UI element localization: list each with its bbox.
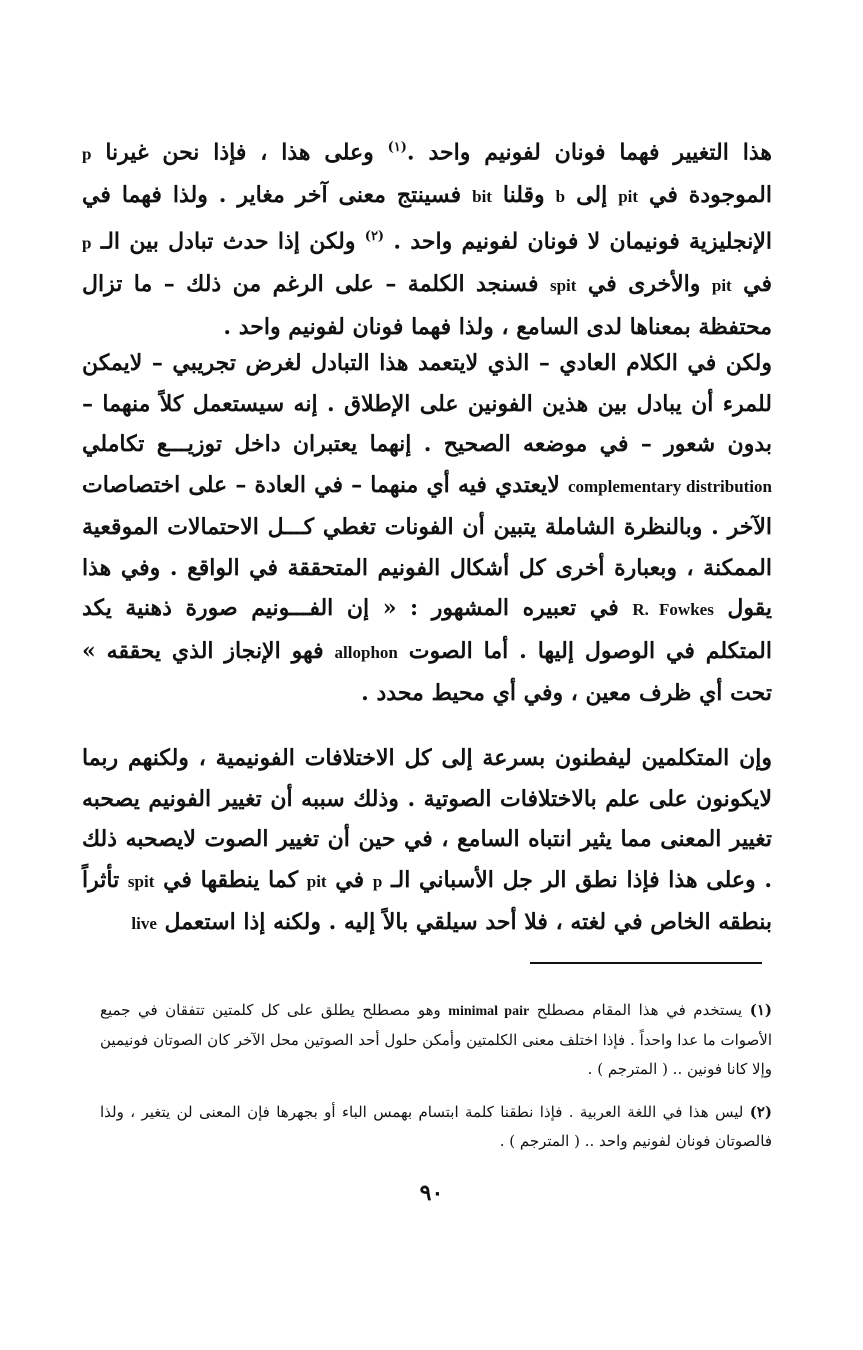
latin-term: pit — [618, 186, 639, 206]
footnote-separator — [530, 962, 762, 964]
text-segment: تأثراً بنطقه الخاص في لغته ، فلا أحد سيلقي بالاً إليه . ولكنه إذا استعمل — [82, 866, 772, 935]
text-segment: إلى — [565, 181, 619, 208]
text-segment: في — [731, 271, 772, 298]
text-segment: وعلى هذا ، فإذا نحن غيرنا — [91, 139, 388, 166]
latin-term: b — [555, 186, 566, 206]
footnote-ref-1: (١) — [387, 140, 407, 155]
latin-term: complementary distribution — [567, 476, 772, 496]
footnote-number: (١) — [749, 1001, 772, 1019]
latin-term: pit — [711, 276, 732, 296]
text-segment: وإن المتكلمين ليفطنون بسرعة إلى كل الاختلافات الفونيمية ، ولكنهم ربما لايكونون على علم بالاختلافات الصوتية . وذلك سببه أن تغيير الفونيم يصحبه تغيير المعنى مما يثير انتباه السامع ، في حين أن تغيير الصوت لايصحبه ذلك . وعلى هذا فإذا نطق الر جل الأسباني الـ — [82, 745, 773, 893]
latin-term: R. Fowkes — [632, 600, 714, 619]
text-segment: فسينتج معنى آخر مغاير . ولذا فهما في الإنجليزية فونيمان لا فونان لفونيم واحد . — [82, 181, 773, 255]
text-segment: يستخدم في هذا المقام مصطلح — [529, 1001, 750, 1019]
text-segment: ليس هذا في اللغة العربية . فإذا نطقنا كلمة ابتسام بهمس الباء أو بجهرها فإن المعنى لن يتغير ، ولذا فالصوتان فونان لفونيم واحد .. ( المترجم ) . — [100, 1103, 772, 1150]
latin-term: spit — [549, 276, 577, 296]
footnote-1 — [100, 996, 772, 1084]
latin-term: p — [82, 233, 92, 253]
paragraph-3 — [82, 738, 772, 945]
text-segment: فسنجد الكلمة – على الرغم من ذلك – ما تزال محتفظة بمعناها لدى السامع ، ولذا فهما فونان لفونيم واحد . — [82, 271, 772, 340]
latin-term: allophon — [334, 642, 398, 662]
text-segment: الموجودة في — [638, 181, 772, 208]
text-segment: وهو مصطلح يطلق على كل كلمتين تتفقان في جميع الأصوات ما عدا واحداً . فإذا اختلف معنى الكلمتين وأمكن حلول أحد الصوتين محل الآخر كان الصوتان فونيمين وإلا كانا فونين .. ( المترجم ) . — [100, 1001, 772, 1078]
text-segment: في تعبيره المشهور : « إن الفـــونيم صورة ذهنية يكد المتكلم في الوصول إليها . أما الصوت — [82, 595, 772, 664]
paragraph-1 — [82, 128, 772, 347]
text-segment: وقلنا — [491, 181, 556, 208]
footnote-2 — [100, 1098, 772, 1156]
page-number: ٩٠ — [419, 1180, 444, 1206]
latin-term: p — [372, 871, 383, 891]
paragraph-2 — [82, 343, 772, 714]
text-segment: كما ينطقها في — [154, 866, 307, 893]
text-segment: لايعتدي فيه أي منهما – في العادة – على اختصاصات الآخر . وبالنظرة الشاملة يتبين أن الفونات تغطي كـــل الاحتمالات الموقعية الممكنة ، وبعبارة أخرى كل أشكال الفونيم المتحققة في الواقع . وفي هذا يقول — [82, 471, 772, 621]
text-segment: في — [326, 866, 373, 893]
latin-term: pit — [306, 871, 327, 891]
latin-term: minimal pair — [448, 1004, 530, 1019]
latin-term: spit — [127, 871, 155, 891]
text-segment: ولكن إذا حدث تبادل بين الـ — [91, 228, 365, 255]
text-segment: هذا التغيير فهما فونان لفونيم واحد . — [406, 139, 772, 166]
footnote-number: (٢) — [749, 1103, 772, 1121]
latin-term: live — [131, 914, 157, 933]
footnote-ref-2: (٢) — [364, 229, 385, 245]
text-segment: فهو الإنجاز الذي يحققه » تحت أي ظرف معين ، وفي أي محيط محدد . — [82, 637, 772, 706]
latin-term: p — [82, 144, 92, 164]
latin-term: bit — [472, 186, 492, 206]
text-segment: ولكن في الكلام العادي – الذي لايتعمد هذا التبادل لغرض تجريبي – لايمكن للمرء أن يبادل بين هذين الفونين على الإطلاق . إنه سيستعمل كلاً منهما – بدون شعور – في موضعه الصحيح . إنهما يعتبران داخل توزيـــع تكاملي — [82, 350, 772, 457]
text-segment: والأخرى في — [576, 271, 712, 298]
